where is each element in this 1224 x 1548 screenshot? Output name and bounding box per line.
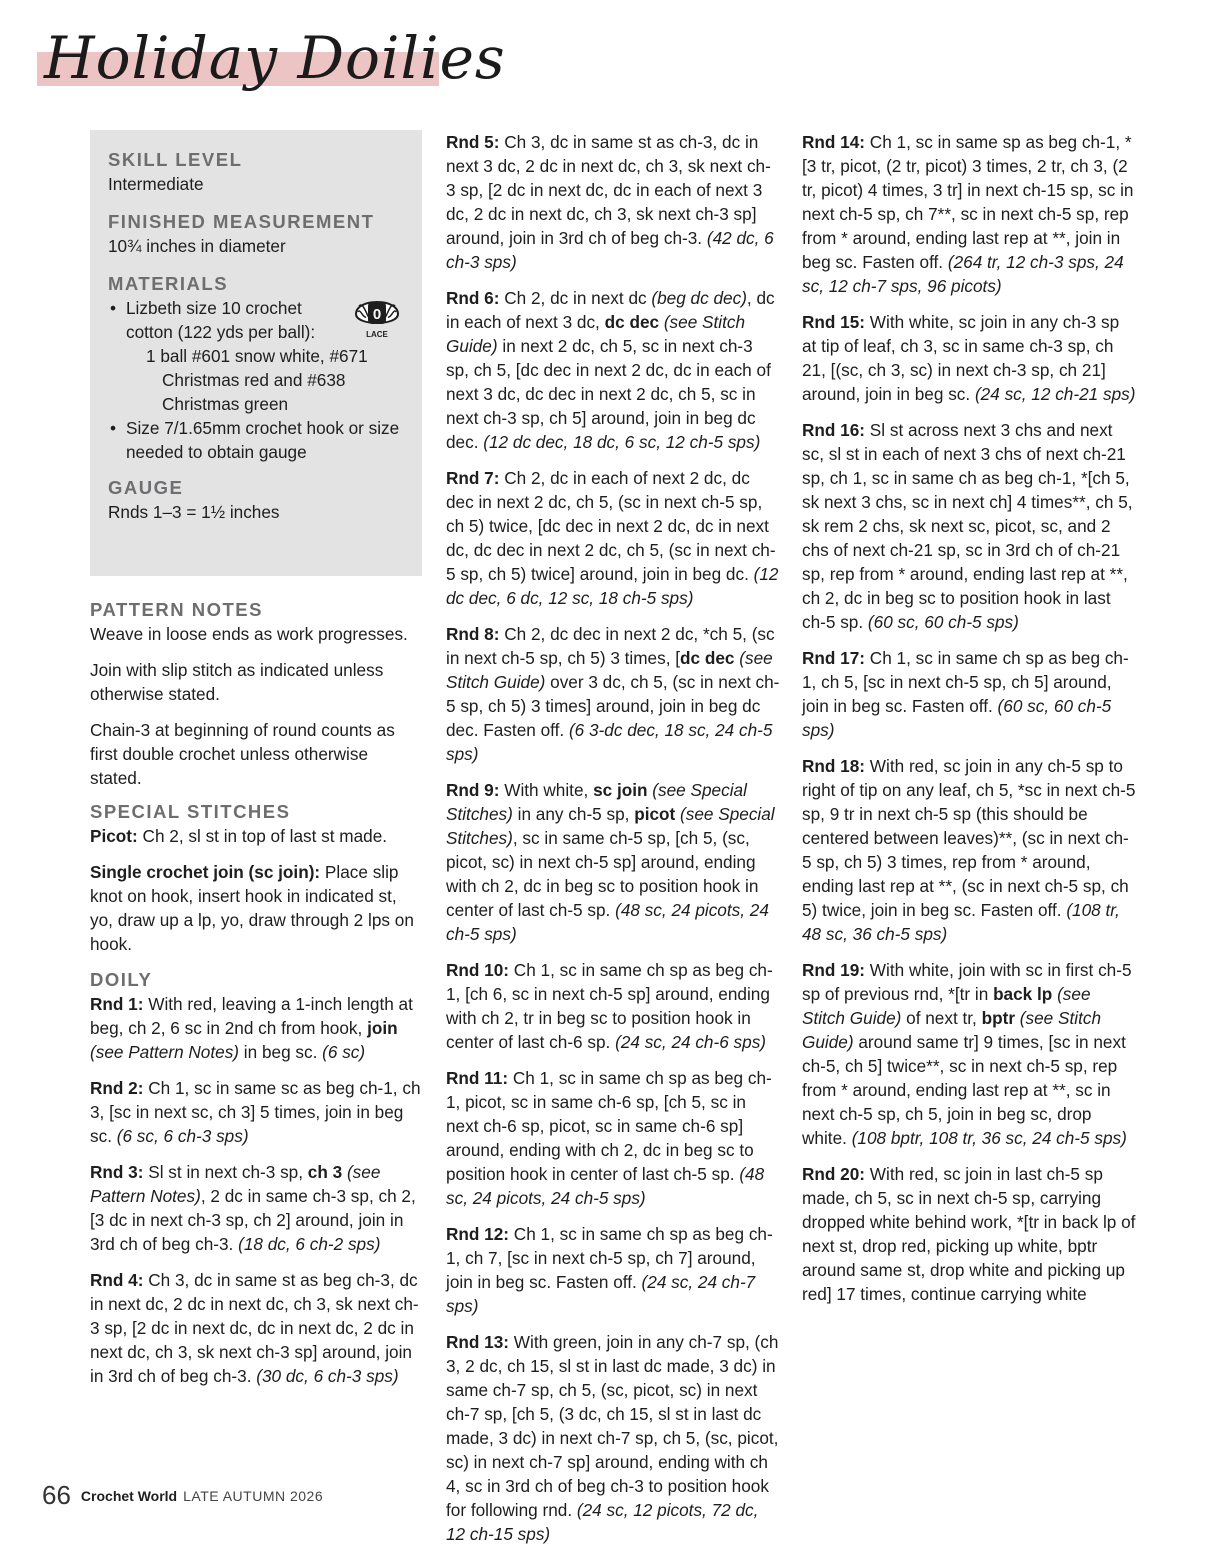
pattern-note: Weave in loose ends as work progresses. — [90, 624, 408, 644]
page-footer — [42, 1480, 323, 1511]
round-4: Rnd 4: Ch 3, dc in same st as beg ch-3, dc in next dc, 2 dc in next dc, ch 3, sk next ch-3 sp, [2 dc in next dc, dc in next dc, 2 dc in next dc, ch 3, sk next ch-3 sp] around, join in 3rd ch of beg ch-3. (30 dc, 6 ch-3 sps) — [90, 1270, 419, 1386]
special-stitch-picot: Picot: Ch 2, sl st in top of last st made. — [90, 826, 388, 846]
round-13: Rnd 13: With green, join in any ch-7 sp, (ch 3, 2 dc, ch 15, sl st in last dc made, 3 dc) in same ch-7 sp, ch 5, (sc, picot, sc) in next ch-7 sp, [ch 5, (3 dc, ch 15, sl st in last dc made, 3 dc) in next ch-7 sp, ch 5, (sc, picot, sc) in next ch-7 sp] around, ending with ch 4, sc in 3rd ch of beg ch-3 to position hook for following rnd. (24 sc, 12 picots, 72 dc, 12 ch-15 sps) — [446, 1332, 779, 1544]
materials-heading: MATERIALS — [108, 273, 229, 294]
special-stitches-heading: SPECIAL STITCHES — [90, 801, 291, 822]
round-5: Rnd 5: Ch 3, dc in same st as ch-3, dc in next 3 dc, 2 dc in next dc, ch 3, sk next ch-3 sp, [2 dc in next dc, dc in each of next 3 dc, 2 dc in next dc, ch 3, sk next ch-3 sp] around, join in 3rd ch of beg ch-3. (42 dc, 6 ch-3 sps) — [446, 132, 774, 272]
yarn-weight-label: LACE — [366, 330, 388, 339]
round-12: Rnd 12: Ch 1, sc in same ch sp as beg ch-1, ch 7, [sc in next ch-5 sp, ch 7] around, join in beg sc. Fasten off. (24 sc, 24 ch-7 sps) — [446, 1224, 773, 1316]
round-17: Rnd 17: Ch 1, sc in same ch sp as beg ch-1, ch 5, [sc in next ch-5 sp, ch 5] around, join in beg sc. Fasten off. (60 sc, 60 ch-5 sps) — [802, 648, 1129, 740]
gauge-value: Rnds 1–3 = 1½ inches — [108, 502, 280, 522]
round-11: Rnd 11: Ch 1, sc in same ch sp as beg ch-1, picot, sc in same ch-6 sp, [ch 5, sc in next ch-6 sp, picot, sc in same ch-6 sp] around, ending with ch 2, dc in beg sc to position hook in center of last ch-5 sp. (48 sc, 24 picots, 24 ch-5 sps) — [446, 1068, 772, 1208]
round-6: Rnd 6: Ch 2, dc in next dc (beg dc dec), dc in each of next 3 dc, dc dec (see Stitch Guide) in next 2 dc, ch 5, sc in next ch-3 sp, ch 5, [dc dec in next 2 dc, dc in each of next 3 dc, dc dec in next 2 dc, ch 5, sc in next ch-3 sp, ch 5] around, join in beg dc dec. (12 dc dec, 18 dc, 6 sc, 12 ch-5 sps) — [446, 288, 775, 452]
info-sidebar — [90, 130, 422, 576]
skill-level-value: Intermediate — [108, 174, 204, 194]
finished-measurement-heading: FINISHED MEASUREMENT — [108, 211, 375, 232]
round-20: Rnd 20: With red, sc join in last ch-5 sp made, ch 5, sc in next ch-5 sp, carrying dropped white behind work, *[tr in back lp of next st, drop red, picking up white, bptr around same st, drop white and picking up red] 17 times, continue carrying white — [802, 1164, 1136, 1304]
gauge-heading: GAUGE — [108, 477, 184, 498]
special-stitch-sc-join: Single crochet join (sc join): Place slip knot on hook, insert hook in indicated st, yo, draw up a lp, yo, draw through 2 lps on hook. — [90, 862, 414, 954]
round-7: Rnd 7: Ch 2, dc in each of next 2 dc, dc dec in next 2 dc, ch 5, (sc in next ch-5 sp, ch 5) twice, [dc dec in next 2 dc, dc in next dc, dc dec in next 2 dc, ch 5, (sc in next ch-5 sp, ch 5) twice] around, join in beg dc. (12 dc dec, 6 dc, 12 sc, 18 ch-5 sps) — [446, 468, 779, 608]
column-2 — [446, 130, 780, 1548]
round-3: Rnd 3: Sl st in next ch-3 sp, ch 3 (see Pattern Notes), 2 dc in same ch-3 sp, ch 2, [3 dc in next ch-3 sp, ch 2] around, join in 3rd ch of beg ch-3. (18 dc, 6 ch-2 sps) — [90, 1162, 416, 1254]
pattern-note: Join with slip stitch as indicated unless otherwise stated. — [90, 660, 384, 704]
doily-heading: DOILY — [90, 969, 153, 990]
round-8: Rnd 8: Ch 2, dc dec in next 2 dc, *ch 5, (sc in next ch-5 sp, ch 5) 3 times, [dc dec (see Stitch Guide) over 3 dc, ch 5, (sc in next ch-5 sp, ch 5) 3 times] around, join in beg dc dec. Fasten off. (6 3-dc dec, 18 sc, 24 ch-5 sps) — [446, 624, 780, 764]
round-9: Rnd 9: With white, sc join (see Special Stitches) in any ch-5 sp, picot (see Special Stitches), sc in same ch-5 sp, [ch 5, (sc, picot, sc) in next ch-5 sp] around, ending with ch 2, dc in beg sc to position hook in center of last ch-5 sp. (48 sc, 24 picots, 24 ch-5 sps) — [446, 780, 775, 944]
magazine-name: Crochet World — [80, 1487, 178, 1504]
column-3 — [802, 130, 1138, 1318]
finished-measurement-value: 10¾ inches in diameter — [108, 236, 286, 256]
round-19: Rnd 19: With white, join with sc in first ch-5 sp of previous rnd, *[tr in back lp (see Stitch Guide) of next tr, bptr (see Stitch Guide) around same tr] 9 times, [sc in next ch-5, ch 5] twice**, sc in next ch-5 sp, rep from * around, ending last rep at **, sc in next ch-5 sp, ch 5, join in beg sc, drop white. (108 bptr, 108 tr, 36 sc, 24 ch-5 sps) — [802, 960, 1132, 1148]
pattern-notes-heading: PATTERN NOTES — [90, 599, 263, 620]
issue-date: LATE AUTUMN 2026 — [183, 1487, 324, 1504]
skill-level-heading: SKILL LEVEL — [108, 149, 243, 170]
materials-item-yarn: • Lizbeth size 10 crochet cotton (122 yds per ball): 1 ball #601 snow white, #671 Christmas red and #638 Christmas green — [108, 296, 404, 416]
yarn-weight-number: 0 — [372, 306, 382, 323]
round-16: Rnd 16: Sl st across next 3 chs and next sc, sl st in each of next 3 chs of next ch-21 sp, ch 1, sc in same ch as beg ch-1, *[ch 5, sk next 3 chs, sc in next ch] 4 times**, ch 5, sk rem 2 chs, sk next sc, picot, sc, and 2 chs of next ch-21 sp, sc in 3rd ch of ch-21 sp, rep from * around, ending last rep at **, ch 2, dc in beg sc to position hook in last ch-5 sp. (60 sc, 60 ch-5 sps) — [802, 420, 1133, 632]
pattern-note: Chain-3 at beginning of round counts as first double crochet unless otherwise stated. — [90, 720, 395, 788]
materials-item-hook: • Size 7/1.65mm crochet hook or size needed to obtain gauge — [108, 416, 404, 464]
round-14: Rnd 14: Ch 1, sc in same sp as beg ch-1, *[3 tr, picot, (2 tr, picot) 3 times, 2 tr, ch 3, (2 tr, picot) 4 times, 3 tr] in next ch-15 sp, sc in next ch-5 sp, ch 7**, sc in next ch-5 sp, rep from * around, ending last rep at **, join in beg sc. Fasten off. (264 tr, 12 ch-3 sps, 24 sc, 12 ch-7 sps, 96 picots) — [802, 132, 1134, 296]
page-title: Holiday Doilies — [44, 24, 506, 92]
round-10: Rnd 10: Ch 1, sc in same ch sp as beg ch-1, [ch 6, sc in next ch-5 sp] around, ending with ch 2, tr in beg sc to position hook in center of last ch-6 sp. (24 sc, 24 ch-6 sps) — [446, 960, 773, 1052]
notes-section — [90, 598, 422, 1400]
yarn-weight-icon — [350, 292, 404, 340]
round-15: Rnd 15: With white, sc join in any ch-3 sp at tip of leaf, ch 3, sc in same ch-3 sp, ch 21, [(sc, ch 3, sc) in next ch-3 sp, ch 21] around, join in beg sc. (24 sc, 12 ch-21 sps) — [802, 312, 1136, 404]
round-2: Rnd 2: Ch 1, sc in same sc as beg ch-1, ch 3, [sc in next sc, ch 3] 5 times, join in beg sc. (6 sc, 6 ch-3 sps) — [90, 1078, 421, 1146]
round-1: Rnd 1: With red, leaving a 1-inch length at beg, ch 2, 6 sc in 2nd ch from hook, join (see Pattern Notes) in beg sc. (6 sc) — [90, 994, 413, 1062]
round-18: Rnd 18: With red, sc join in any ch-5 sp to right of tip on any leaf, ch 5, *sc in next ch-5 sp, 9 tr in next ch-5 sp (this should be centered between leaves)**, (sc in next ch-5 sp, ch 5) 3 times, rep from * around, ending last rep at **, (sc in next ch-5 sp, ch 5) twice, join in beg sc. Fasten off. (108 tr, 48 sc, 36 ch-5 sps) — [802, 756, 1136, 944]
page-number: 66 — [42, 1480, 71, 1510]
